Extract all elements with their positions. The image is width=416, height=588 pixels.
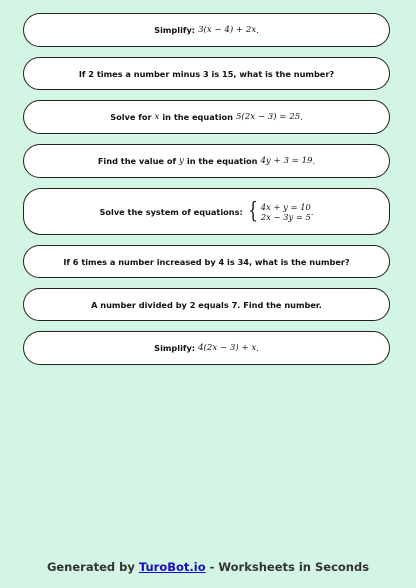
question-period: . bbox=[310, 206, 314, 217]
math-variable: y bbox=[179, 156, 184, 166]
math-expression: 3(x − 4) + 2x bbox=[198, 25, 257, 35]
equation-2: 2x − 3y = 5 bbox=[260, 211, 311, 222]
equation-system bbox=[246, 198, 311, 224]
turobot-link[interactable]: TuroBot.io bbox=[138, 560, 206, 574]
equation-list bbox=[261, 202, 311, 222]
question-card-3 bbox=[23, 100, 390, 134]
question-text-continued: in the equation bbox=[162, 112, 233, 122]
question-text: Simplify: bbox=[154, 25, 196, 35]
question-period: . bbox=[256, 25, 259, 35]
question-text: A number divided by 2 equals 7. Find the number. bbox=[91, 299, 322, 310]
footer-prefix: Generated by bbox=[46, 560, 135, 574]
question-text: Find the value of bbox=[97, 156, 177, 166]
question-period: . bbox=[256, 343, 259, 353]
question-text: Solve the system of equations: bbox=[99, 206, 243, 217]
math-variable: x bbox=[154, 112, 160, 122]
question-text: Simplify: bbox=[154, 343, 196, 353]
math-expression: 4(2x − 3) + x bbox=[198, 343, 257, 353]
question-card-1 bbox=[23, 13, 390, 47]
question-card-8 bbox=[23, 331, 390, 365]
math-expression: 5(2x − 3) = 25 bbox=[235, 112, 301, 122]
question-card-2 bbox=[23, 57, 390, 90]
left-brace-icon: { bbox=[247, 198, 258, 224]
question-text: If 2 times a number minus 3 is 15, what is the number? bbox=[78, 68, 335, 79]
question-card-7 bbox=[23, 288, 390, 321]
question-card-4 bbox=[23, 144, 390, 178]
question-card-6 bbox=[23, 245, 390, 278]
math-expression: 4y + 3 = 19 bbox=[260, 156, 313, 166]
question-card-5 bbox=[23, 188, 390, 235]
question-period: . bbox=[300, 112, 303, 122]
question-text: Solve for bbox=[110, 112, 152, 122]
question-period: . bbox=[312, 156, 316, 166]
footer-suffix: - Worksheets in Seconds bbox=[209, 560, 370, 574]
question-text-continued: in the equation bbox=[186, 156, 258, 166]
footer bbox=[0, 560, 416, 574]
question-text: If 6 times a number increased by 4 is 34, what is the number? bbox=[63, 256, 350, 267]
equation-1: 4x + y = 10 bbox=[260, 201, 311, 212]
